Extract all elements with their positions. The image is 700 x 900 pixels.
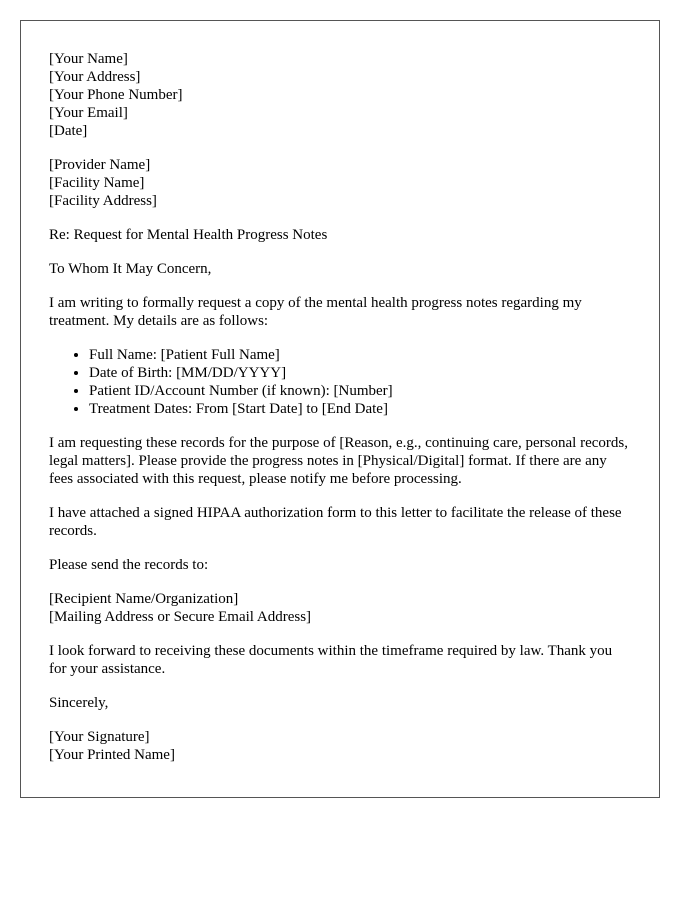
send-to-block bbox=[49, 590, 631, 626]
signature-line: [Your Signature] bbox=[49, 729, 150, 745]
printed-name: [Your Printed Name] bbox=[49, 747, 175, 763]
sender-address: [Your Address] bbox=[49, 69, 141, 85]
letter-page bbox=[20, 20, 660, 798]
details-list bbox=[49, 346, 631, 418]
attachment-paragraph: I have attached a signed HIPAA authorization form to this letter to facilitate the release of these records. bbox=[49, 505, 622, 539]
list-item: • Date of Birth: [MM/DD/YYYY] bbox=[89, 364, 631, 382]
list-item: • Treatment Dates: From [Start Date] to [End Date] bbox=[89, 400, 631, 418]
list-item: • Patient ID/Account Number (if known): [Number] bbox=[89, 382, 631, 400]
send-to-recipient: [Recipient Name/Organization] bbox=[49, 591, 239, 607]
sender-name: [Your Name] bbox=[49, 51, 128, 67]
salutation: To Whom It May Concern, bbox=[49, 261, 212, 277]
sender-email: [Your Email] bbox=[49, 105, 128, 121]
closing: Sincerely, bbox=[49, 695, 109, 711]
sender-block bbox=[49, 50, 631, 140]
send-to-intro: Please send the records to: bbox=[49, 557, 209, 573]
signature-block bbox=[49, 728, 631, 764]
sender-phone: [Your Phone Number] bbox=[49, 87, 183, 103]
letter-date: [Date] bbox=[49, 123, 88, 139]
send-to-address: [Mailing Address or Secure Email Address] bbox=[49, 609, 312, 625]
list-item: • Full Name: [Patient Full Name] bbox=[89, 346, 631, 364]
recipient-block bbox=[49, 156, 631, 210]
intro-paragraph: I am writing to formally request a copy of the mental health progress notes regarding my treatment. My details are as follows: bbox=[49, 295, 582, 329]
purpose-paragraph: I am requesting these records for the purpose of [Reason, e.g., continuing care, personal records, legal matters]. Please provide the progress notes in [Physical/Digital] format. If there are any fees associated with this request, please notify me before processing. bbox=[49, 435, 628, 487]
facility-address: [Facility Address] bbox=[49, 193, 157, 209]
closing-paragraph: I look forward to receiving these documents within the timeframe required by law. Thank you for your assistance. bbox=[49, 643, 613, 677]
subject-line: Re: Request for Mental Health Progress Notes bbox=[49, 227, 328, 243]
facility-name: [Facility Name] bbox=[49, 175, 145, 191]
provider-name: [Provider Name] bbox=[49, 157, 151, 173]
